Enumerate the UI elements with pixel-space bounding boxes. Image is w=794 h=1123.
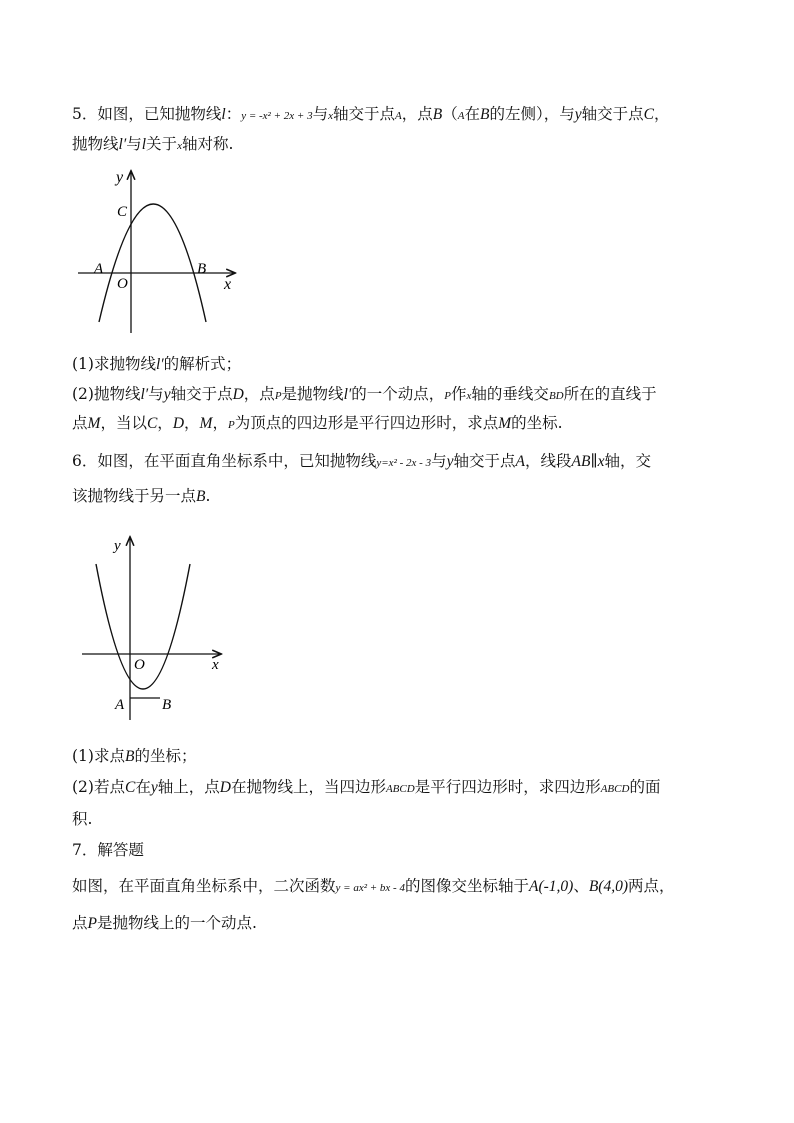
p6-q2-line1 <box>72 777 660 799</box>
text: ∥ <box>590 452 598 470</box>
math: M <box>87 415 101 432</box>
math: D <box>172 415 185 432</box>
math: B <box>480 106 490 123</box>
text: 轴对称. <box>181 135 234 153</box>
math: C <box>643 106 654 123</box>
text: ，点 <box>401 105 433 123</box>
text: 在抛物线上，当四边形 <box>230 778 386 796</box>
math: x <box>466 390 472 402</box>
p6-line1 <box>72 451 651 473</box>
text: 与 <box>312 105 329 123</box>
math: x <box>597 453 605 470</box>
text: (2)抛物线 <box>72 385 141 403</box>
text: ， <box>184 414 200 432</box>
text: ，当以 <box>100 414 147 432</box>
math: P <box>274 390 282 402</box>
text: 的面 <box>629 778 661 796</box>
text: （ <box>442 105 458 123</box>
math: y <box>446 453 454 470</box>
label-x: x <box>224 276 232 293</box>
math: B <box>124 748 135 765</box>
p5-q2-line1 <box>72 384 657 406</box>
label-B: B <box>197 261 207 277</box>
math: A <box>515 453 525 470</box>
math: l′ <box>118 136 127 153</box>
text: 、 <box>573 877 589 895</box>
p6-q1 <box>72 746 196 767</box>
text: 点 <box>72 914 88 932</box>
text: 与 <box>148 385 164 403</box>
math: ABCD <box>385 783 415 795</box>
math: B(4,0) <box>588 878 629 895</box>
math: B <box>432 106 443 123</box>
p5-q1 <box>72 354 241 375</box>
math: AB <box>571 453 591 470</box>
math: l′ <box>343 386 352 403</box>
label-x: x <box>212 657 219 673</box>
text: 5．如图，已知抛物线 <box>72 105 222 123</box>
text: 轴的垂线交 <box>471 385 549 403</box>
p6-line2 <box>72 486 210 507</box>
text: 两点， <box>628 877 675 895</box>
label-y: y <box>114 538 121 554</box>
label-O: O <box>117 276 128 292</box>
math: C <box>124 779 136 796</box>
text: ， <box>212 414 228 432</box>
text: . <box>205 487 211 505</box>
text: 6．如图，在平面直角坐标系中，已知抛物线 <box>72 452 377 470</box>
text: 轴上，点 <box>157 778 220 796</box>
p7-line1 <box>72 876 675 898</box>
text: 的坐标. <box>511 414 563 432</box>
math: l′ <box>140 386 149 403</box>
p7-heading <box>72 840 144 860</box>
text: 是抛物线 <box>281 385 344 403</box>
text: 轴交于点 <box>581 105 644 123</box>
p7-line2 <box>72 913 257 934</box>
text: 轴，交 <box>604 452 651 470</box>
math: A <box>395 110 402 122</box>
math: l′ <box>155 356 164 373</box>
math: B <box>196 488 206 505</box>
math: y <box>150 779 158 796</box>
text: 抛物线 <box>72 135 119 153</box>
text: 轴交于点 <box>453 452 516 470</box>
math: A <box>457 110 465 122</box>
text: 与 <box>126 135 142 153</box>
label-A: A <box>94 261 104 277</box>
math: P <box>87 915 97 932</box>
text: 是平行四边形时，求四边形 <box>414 778 601 796</box>
text: 的左侧），与 <box>489 105 575 123</box>
math: M <box>498 415 512 432</box>
text: 是抛物线上的一个动点. <box>96 914 257 932</box>
p5-line2 <box>72 134 233 156</box>
math: A(-1,0) <box>529 878 574 895</box>
math: C <box>146 415 158 432</box>
text: 轴交于点 <box>333 105 396 123</box>
p5-line1 <box>72 104 670 126</box>
p6-figure <box>78 534 238 724</box>
text: 的坐标； <box>134 747 197 765</box>
text: (1)求抛物线 <box>72 355 156 373</box>
math: l <box>141 136 147 153</box>
text: ，线段 <box>524 452 572 470</box>
text: 点 <box>72 414 88 432</box>
text: 作 <box>451 385 467 403</box>
text: ， <box>157 414 173 432</box>
text: ： <box>225 105 242 123</box>
label-B: B <box>162 697 172 713</box>
math: D <box>219 779 231 796</box>
text: 的一个动点， <box>351 385 445 403</box>
math: M <box>199 415 213 432</box>
text: ， <box>653 105 670 123</box>
math: l <box>221 106 226 123</box>
p5-q2-line2 <box>72 413 563 435</box>
math: x <box>328 110 333 122</box>
math: y = -x² + 2x + 3 <box>241 110 313 122</box>
math: y=x² - 2x - 3 <box>376 457 432 469</box>
text: 关于 <box>146 135 178 153</box>
text: 为顶点的四边形是平行四边形时，求点 <box>234 414 499 432</box>
text: 该抛物线于另一点 <box>72 487 197 505</box>
text: 与 <box>431 452 447 470</box>
text: (1)求点 <box>72 747 125 765</box>
label-y: y <box>116 169 124 186</box>
math: P <box>444 390 452 402</box>
text: 在 <box>464 105 480 123</box>
label-A: A <box>115 697 125 713</box>
math: x <box>177 140 182 152</box>
text: 如图，在平面直角坐标系中，二次函数 <box>72 877 336 895</box>
math: P <box>227 419 235 431</box>
parabola-curve <box>99 204 206 322</box>
math: D <box>232 386 244 403</box>
text: 积. <box>72 810 93 828</box>
text: 7．解答题 <box>72 841 144 859</box>
label-C: C <box>117 204 128 220</box>
text: 所在的直线于 <box>563 385 657 403</box>
math: y <box>574 106 582 123</box>
math: ABCD <box>600 783 630 795</box>
text: 的图像交坐标轴于 <box>404 877 529 895</box>
math: y <box>163 386 171 403</box>
label-O: O <box>134 657 145 673</box>
math: y = ax² + bx - 4 <box>335 882 405 894</box>
text: 在 <box>135 778 151 796</box>
text: 轴交于点 <box>170 385 233 403</box>
text: (2)若点 <box>72 778 125 796</box>
text: 的解析式； <box>163 355 242 373</box>
p5-figure <box>72 166 242 336</box>
math: BD <box>548 390 564 402</box>
text: ，点 <box>243 385 275 403</box>
p6-q2-line2 <box>72 809 92 829</box>
